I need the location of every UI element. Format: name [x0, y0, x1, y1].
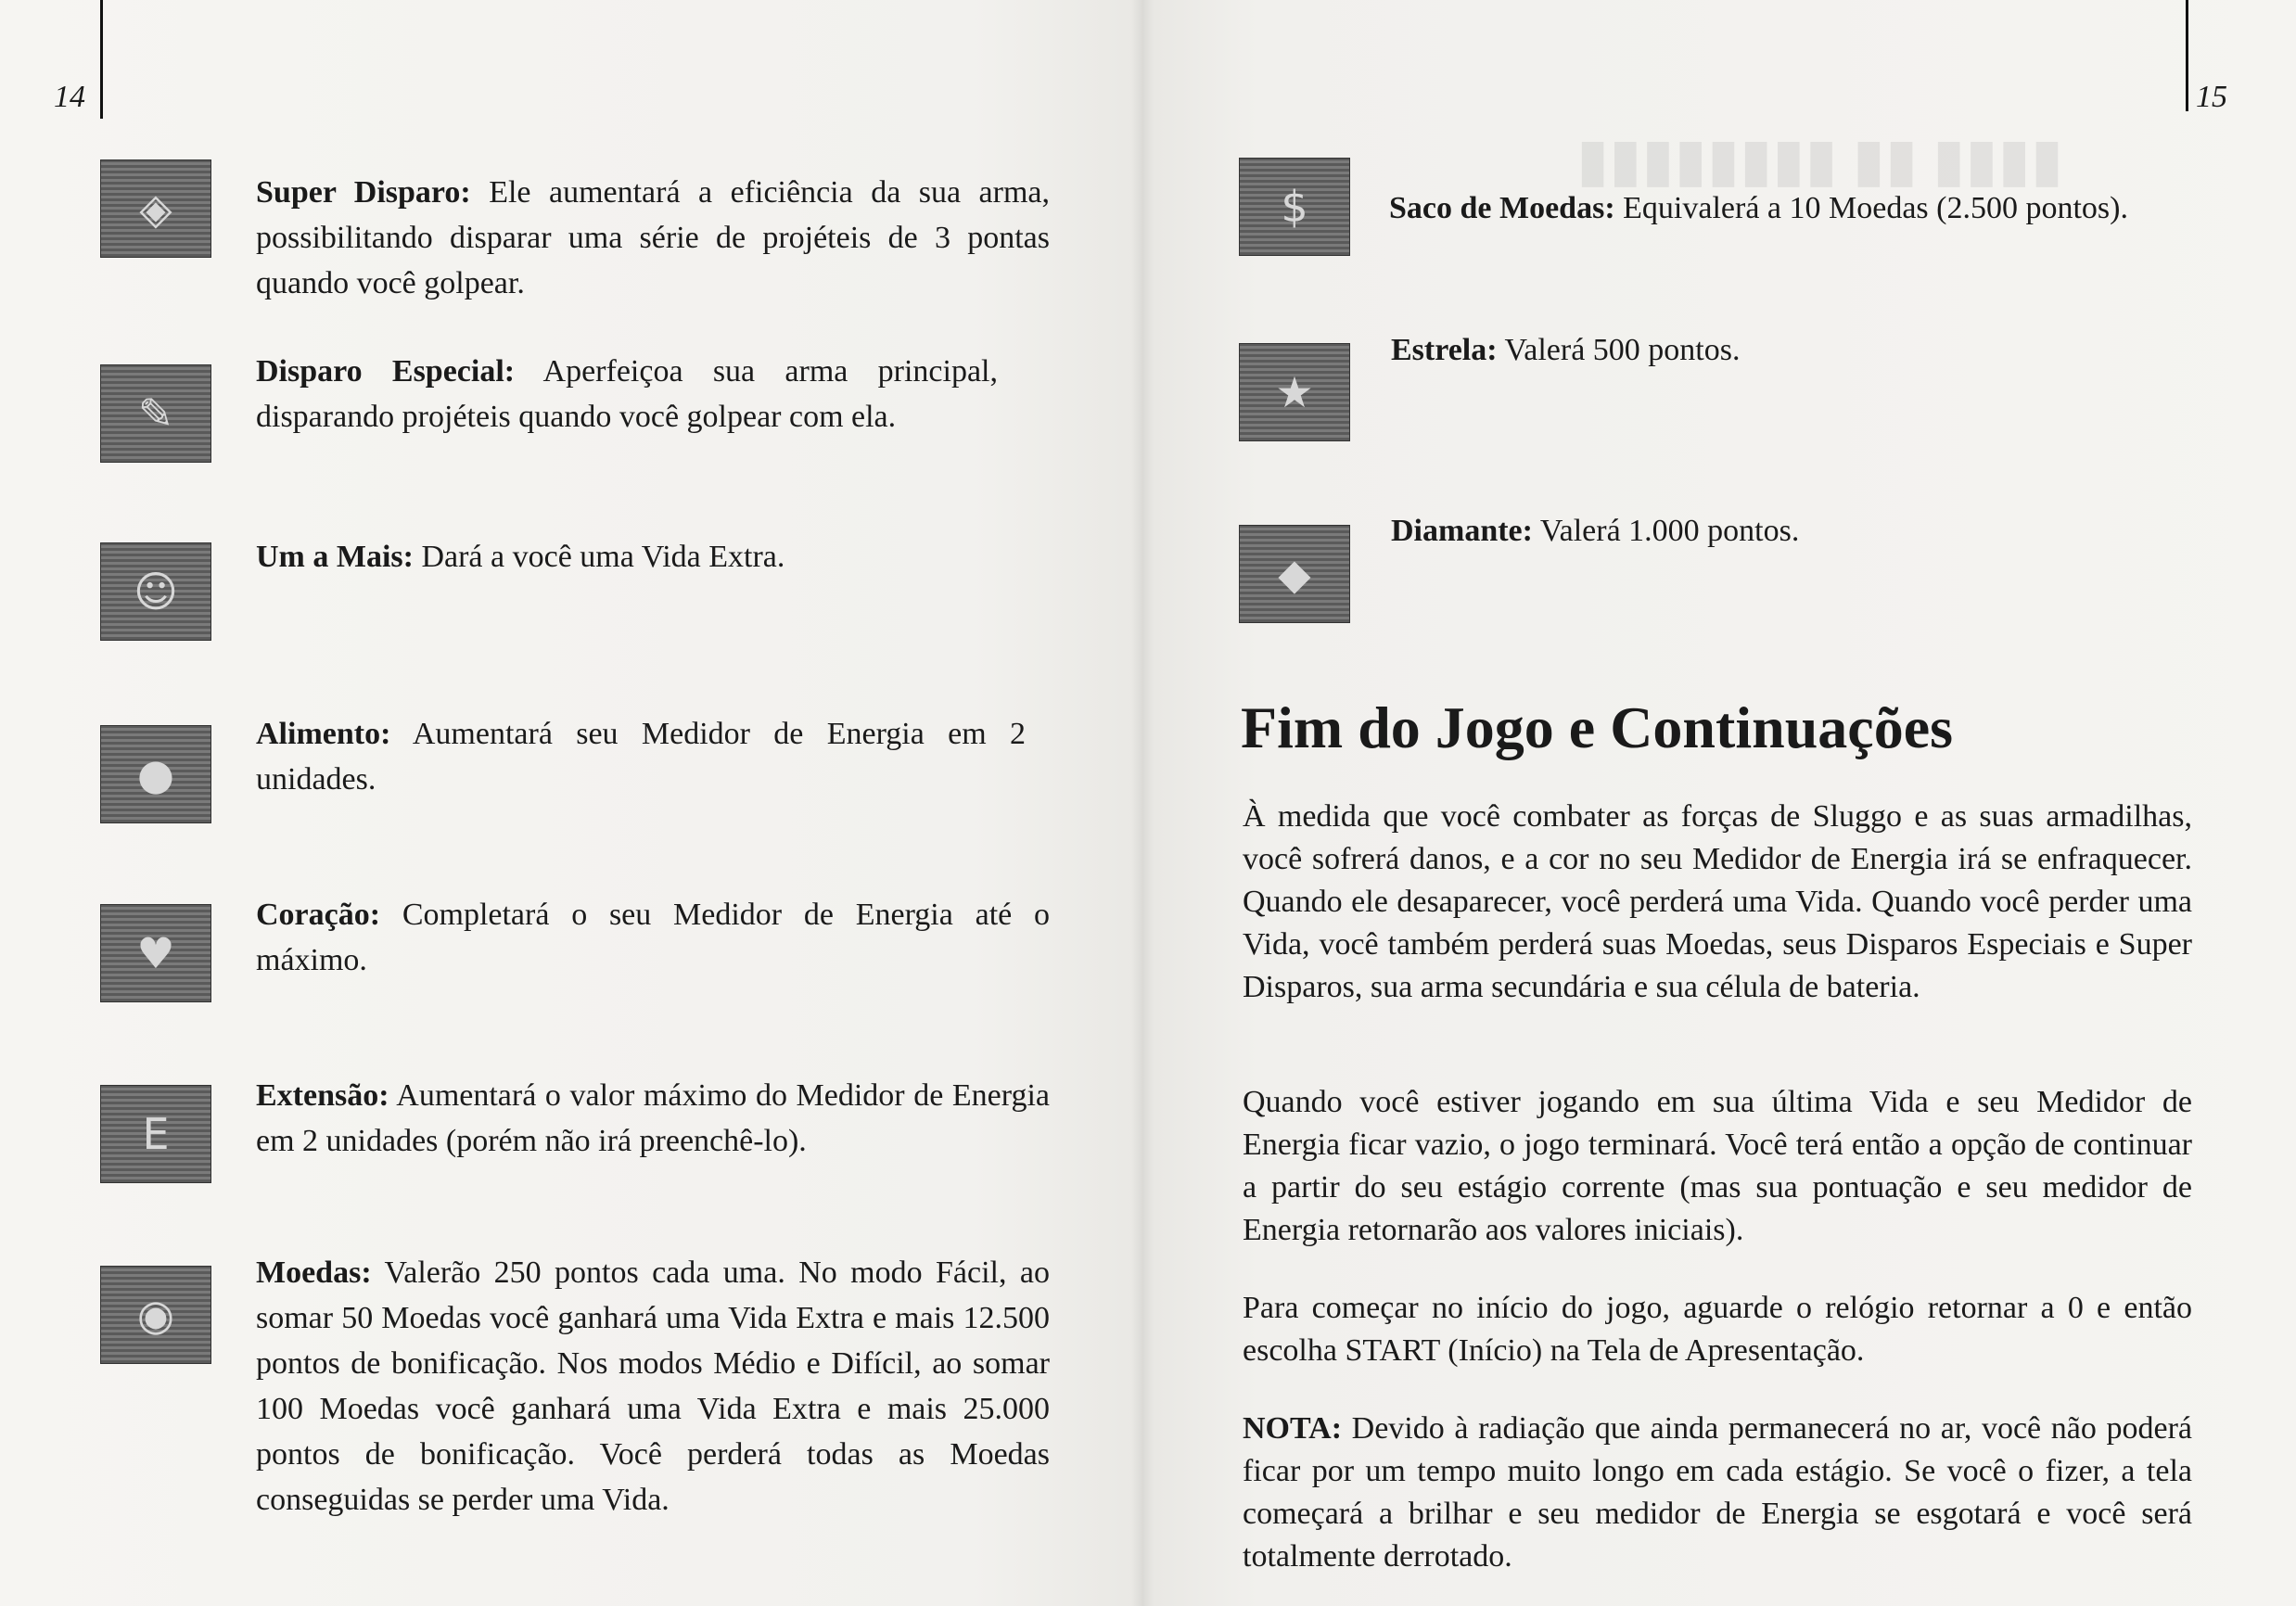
note-text: Devido à radiação que ainda permanecerá no ar, você não poderá ficar por um tempo muito longo em cada estágio. Se você o fizer, a tela começará a brilhar e seu medidor de Energia se esgotará e você será totalmente derrotado. [1243, 1411, 2192, 1574]
item-text: Aperfeiçoa sua arma principal, disparando projéteis quando você golpear com ela. [256, 354, 998, 434]
item-text: Ele aumentará a eficiência da sua arma, possibilitando disparar uma série de projéteis de 3 pontas quando você golpear. [256, 175, 1051, 300]
page-number-right: 15 [2196, 80, 2227, 114]
item-description [256, 534, 1050, 580]
item-label: Moedas: [256, 1255, 372, 1290]
item-text: Completará o seu Medidor de Energia até o máximo. [256, 898, 1050, 977]
coin-icon: ◉ [100, 1266, 211, 1364]
item-label: Diamante: [1391, 514, 1533, 548]
item-description [256, 349, 998, 440]
diamond-ship-icon: ◈ [100, 159, 211, 258]
diamond-icon: ◆ [1239, 525, 1350, 623]
item-text: Equivalerá a 10 Moedas (2.500 pontos). [1614, 191, 2128, 225]
item-text: Valerá 1.000 pontos. [1532, 514, 1800, 548]
item-label: Um a Mais: [256, 540, 414, 574]
item-label: Alimento: [256, 717, 391, 751]
book-gutter [1131, 0, 1154, 1606]
page-rule-left [100, 0, 103, 119]
heart-icon: ♥ [100, 904, 211, 1002]
item-label: Extensão: [256, 1078, 389, 1113]
item-text: Aumentará seu Medidor de Energia em 2 unidades. [256, 717, 1026, 797]
item-description [1389, 185, 2187, 231]
item-description [1391, 327, 2040, 373]
item-label: Saco de Moedas: [1389, 191, 1615, 225]
extension-icon: E [100, 1085, 211, 1183]
paragraph-note [1243, 1408, 2192, 1578]
item-description [256, 711, 1026, 802]
food-icon: ● [100, 725, 211, 823]
show-through-decoration: ▮▮▮▮ ▮▮ ▮▮▮▮▮▮▮▮ [1576, 127, 2064, 193]
page-number-left: 14 [54, 80, 85, 114]
money-bag-icon: $ [1239, 158, 1350, 256]
item-label: Disparo Especial: [256, 354, 516, 389]
rocket-icon: ✎ [100, 364, 211, 463]
item-description [256, 1073, 1050, 1164]
star-icon: ★ [1239, 343, 1350, 441]
item-description [256, 1250, 1050, 1523]
item-description [256, 892, 1050, 983]
page-rule-right [2186, 0, 2188, 111]
paragraph-game-over: Quando você estiver jogando em sua última Vida e seu Medidor de Energia ficar vazio, o jogo terminará. Você terá então a opção de continuar a partir do seu estágio corrente (mas sua pontuação e seu medidor de Energia retornarão aos valores iniciais). [1243, 1085, 2192, 1247]
item-label: Coração: [256, 898, 381, 932]
paragraph-restart: Para começar no início do jogo, aguarde o relógio retornar a 0 e então escolha START (Início) na Tela de Apresentação. [1243, 1291, 2192, 1368]
section-heading: Fim do Jogo e Continuações [1241, 695, 1953, 760]
item-text: Dará a você uma Vida Extra. [413, 540, 785, 574]
item-text: Aumentará o valor máximo do Medidor de Energia em 2 unidades (porém não irá preenchê-lo). [256, 1078, 1050, 1158]
paragraph-damage: À medida que você combater as forças de Sluggo e as suas armadilhas, você sofrerá danos, e a cor no seu Medidor de Energia irá se enfraquecer. Quando ele desaparecer, você perderá uma Vida. Quando você perder uma Vida, você também perderá suas Moedas, seus Disparos Especiais e Super Disparos, sua arma secundária e sua célula de bateria. [1243, 799, 2192, 1004]
item-description [256, 170, 1050, 306]
item-label: Super Disparo: [256, 175, 471, 210]
item-description [1391, 508, 2040, 554]
note-label: NOTA: [1243, 1411, 1343, 1446]
extra-life-icon: ☺ [100, 542, 211, 641]
item-text: Valerá 500 pontos. [1497, 333, 1741, 367]
item-text: Valerão 250 pontos cada uma. No modo Fácil, ao somar 50 Moedas você ganhará uma Vida Extra e mais 12.500 pontos de bonificação. Nos modos Médio e Difícil, ao somar 100 Moedas você ganhará uma Vida Extra e mais 25.000 pontos de bonificação. Você perderá todas as Moedas conseguidas se perder uma Vida. [256, 1255, 1050, 1517]
item-label: Estrela: [1391, 333, 1498, 367]
